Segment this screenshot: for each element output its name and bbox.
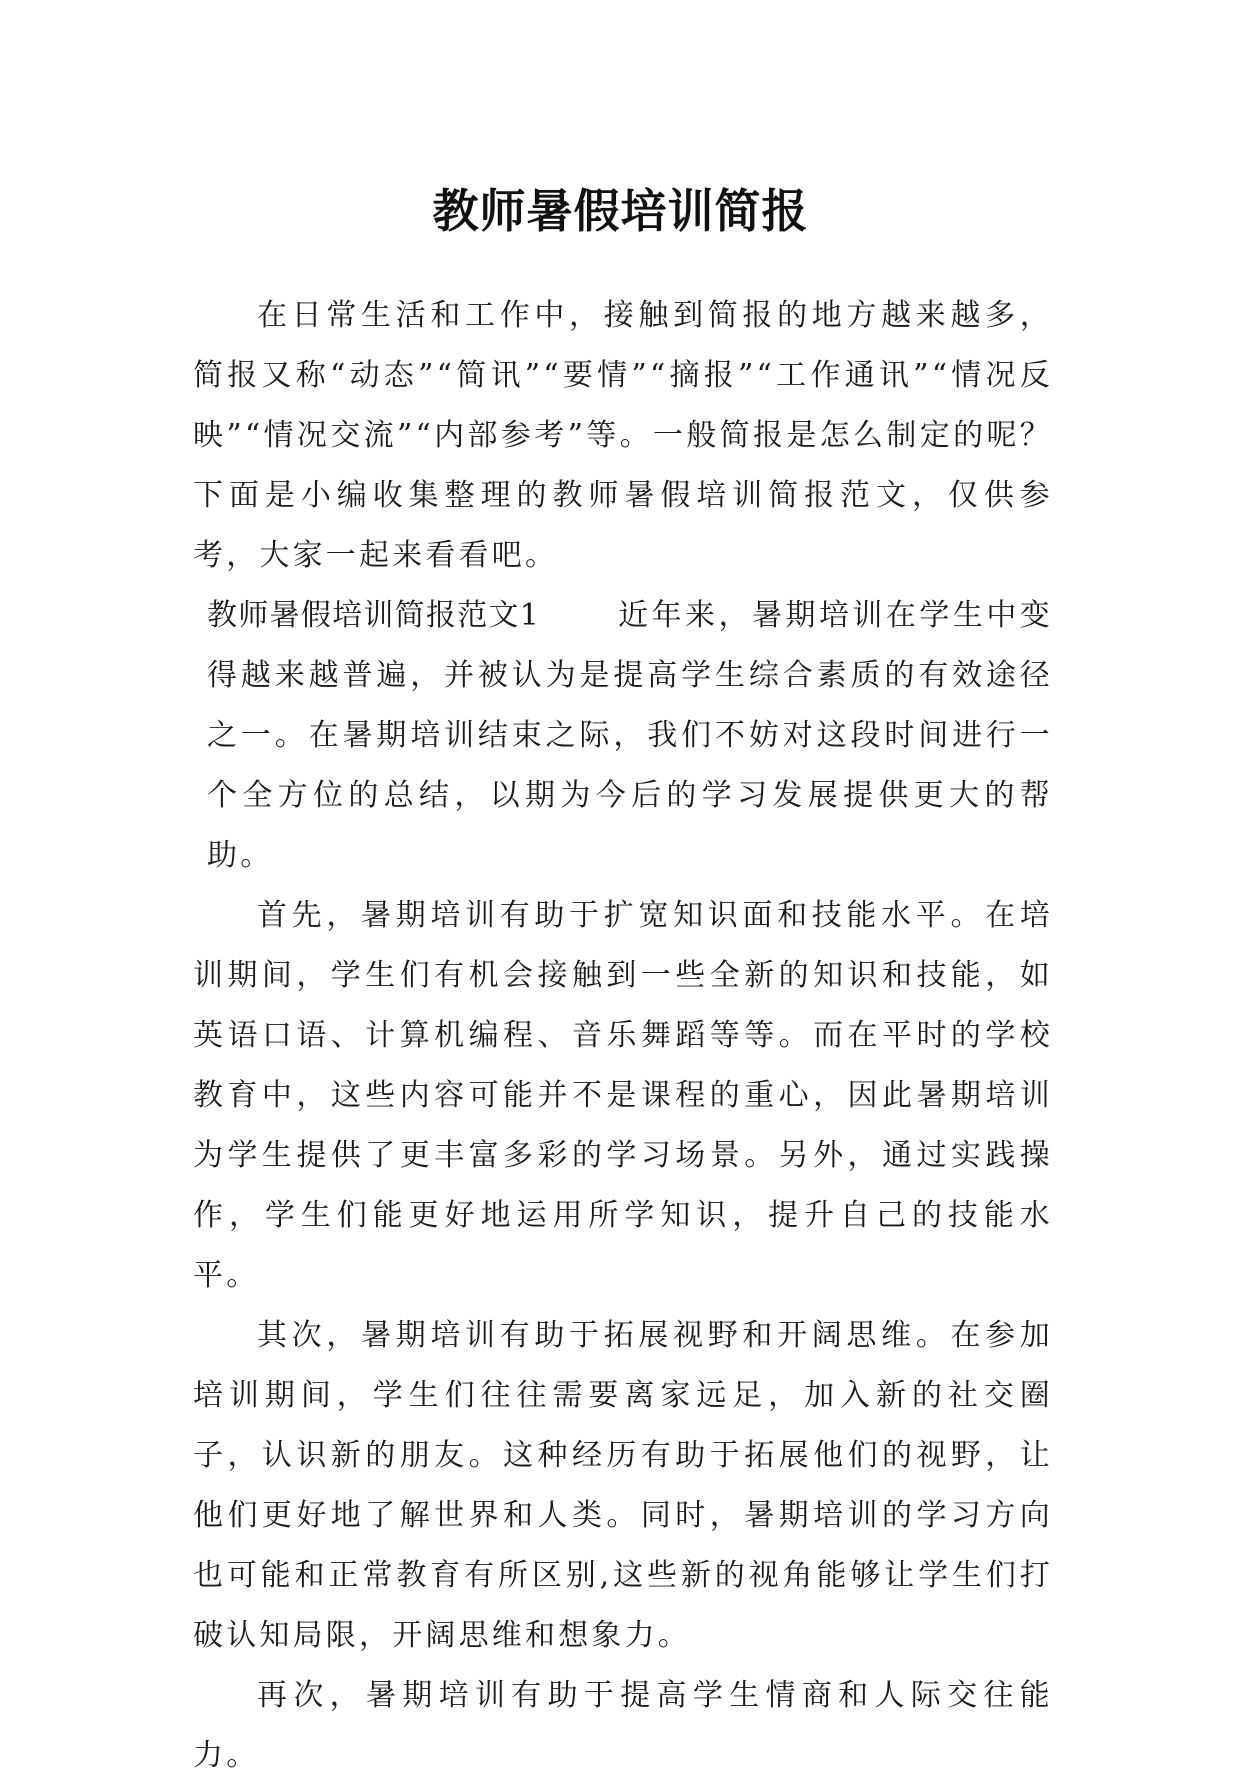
section-heading: 教师暑假培训简报范文1 (207, 598, 540, 633)
section-lead-text: 近年来，暑期培训在学生中变得越来越普遍，并被认为是提高学生综合素质的有效途径之一。在暑期培训结束之际，我们不妨对这段时间进行一个全方位的总结，以期为今后的学习发展提供更大的帮助。 (207, 598, 1053, 873)
body-paragraph-first: 首先，暑期培训有助于扩宽知识面和技能水平。在培训期间，学生们有机会接触到一些全新的知识和技能，如英语口语、计算机编程、音乐舞蹈等等。而在平时的学校教育中，这些内容可能并不是课程的重心，因此暑期培训为学生提供了更丰富多彩的学习场景。另外，通过实践操作，学生们能更好地运用所学知识，提升自己的技能水平。 (193, 898, 1053, 1293)
section-paragraph (193, 586, 1053, 886)
body-paragraph-second: 其次，暑期培训有助于拓展视野和开阔思维。在参加培训期间，学生们往往需要离家远足，加入新的社交圈子，认识新的朋友。这种经历有助于拓展他们的视野，让他们更好地了解世界和人类。同时，暑期培训的学习方向也可能和正常教育有所区别,这些新的视角能够让学生们打破认知局限，开阔思维和想象力。 (193, 1318, 1053, 1653)
intro-paragraph: 在日常生活和工作中，接触到简报的地方越来越多，简报又称“动态”“简讯”“要情”“摘报”“工作通讯”“情况反映”“情况交流”“内部参考”等。一般简报是怎么制定的呢？下面是小编收集整理的教师暑假培训简报范文，仅供参考，大家一起来看看吧。 (193, 298, 1053, 573)
document-title: 教师暑假培训简报 (432, 183, 809, 238)
body-paragraph-third: 再次，暑期培训有助于提高学生情商和人际交往能力。 (193, 1678, 1053, 1773)
document-body (193, 286, 1053, 1786)
